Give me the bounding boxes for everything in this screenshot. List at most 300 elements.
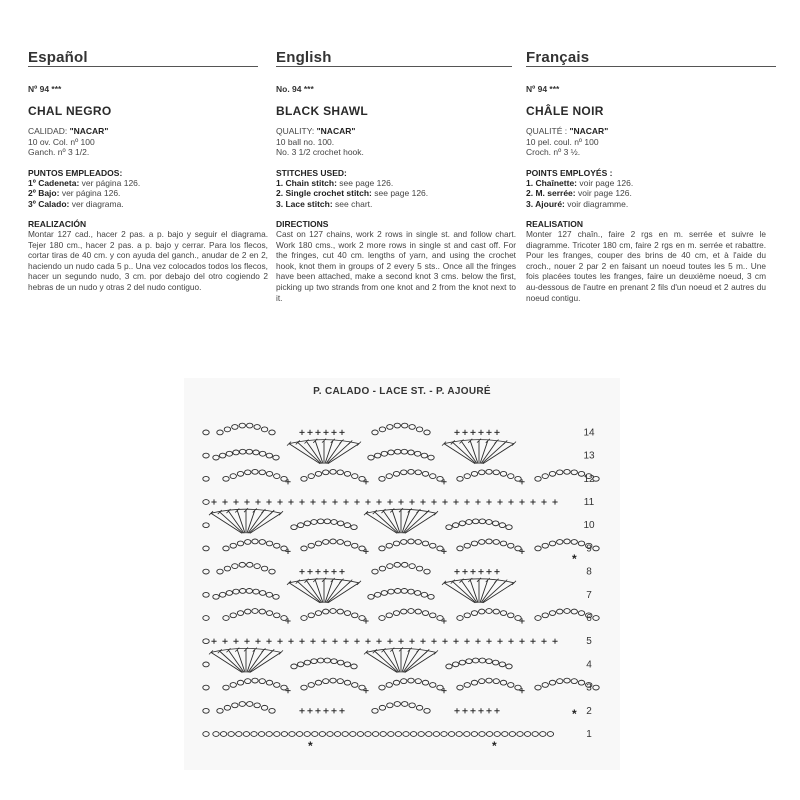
chain-stitch-symbol — [493, 679, 499, 684]
stitch-name: 1. Chain stitch: — [276, 177, 337, 188]
stitches-heading: POINTS EMPLOYÉS : — [526, 167, 613, 178]
chain-stitch-symbol — [266, 471, 272, 476]
chain-stitch-symbol — [252, 539, 258, 544]
single-crochet-symbol — [441, 618, 446, 623]
chain-stitch-symbol — [457, 685, 463, 690]
stitch-text: voir page 126. — [577, 177, 634, 188]
chain-stitch-symbol — [409, 703, 415, 708]
single-crochet-symbol — [454, 430, 459, 435]
chain-stitch-symbol — [237, 471, 243, 476]
chain-stitch-symbol — [394, 562, 400, 567]
chain-stitch-symbol — [386, 543, 392, 548]
chain-stitch-symbol — [269, 708, 275, 713]
chain-stitch-symbol — [571, 470, 577, 475]
chain-stitch-symbol — [500, 611, 506, 616]
chain-stitch-symbol — [578, 611, 584, 616]
chain-stitch-symbol — [342, 732, 348, 737]
chain-stitch-symbol — [203, 616, 209, 621]
chain-stitch-symbol — [259, 451, 265, 456]
chain-stitch-symbol — [437, 685, 443, 690]
chain-stitch-symbol — [274, 683, 280, 688]
stitches-heading: STITCHES USED: — [276, 167, 347, 178]
chain-stitch-symbol — [232, 564, 238, 569]
single-crochet-symbol — [277, 639, 282, 644]
chain-stitch-symbol — [408, 609, 414, 614]
single-crochet-symbol — [464, 639, 469, 644]
chain-stitch-symbol — [308, 474, 314, 479]
single-crochet-symbol — [486, 569, 491, 574]
single-crochet-symbol — [285, 549, 290, 554]
single-crochet-symbol — [244, 499, 249, 504]
chain-stitch-symbol — [416, 705, 422, 710]
chain-stitch-symbol — [203, 732, 209, 737]
chain-stitch-symbol — [424, 430, 430, 435]
stitch-text: ver página 126. — [79, 177, 141, 188]
chain-stitch-symbol — [317, 658, 323, 663]
chain-stitch-symbol — [500, 541, 506, 546]
single-crochet-symbol — [497, 639, 502, 644]
single-crochet-symbol — [233, 639, 238, 644]
chain-stitch-symbol — [247, 423, 253, 428]
chain-stitch-symbol — [252, 678, 258, 683]
single-crochet-symbol — [442, 639, 447, 644]
chain-stitch-symbol — [351, 664, 357, 669]
single-crochet-symbol — [398, 499, 403, 504]
chain-stitch-symbol — [424, 569, 430, 574]
single-crochet-symbol — [354, 639, 359, 644]
single-crochet-symbol — [363, 479, 368, 484]
chain-stitch-symbol — [441, 732, 447, 737]
chain-stitch-symbol — [281, 616, 287, 621]
chain-stitch-symbol — [540, 732, 546, 737]
chain-stitch-symbol — [418, 732, 424, 737]
single-crochet-symbol — [211, 499, 216, 504]
single-crochet-symbol — [420, 639, 425, 644]
chain-stitch-symbol — [549, 611, 555, 616]
chain-stitch-symbol — [233, 450, 239, 455]
chain-stitch-symbol — [471, 680, 477, 685]
chain-stitch-symbol — [203, 523, 209, 528]
chain-stitch-symbol — [410, 732, 416, 737]
chain-stitch-symbol — [578, 680, 584, 685]
chain-stitch-symbol — [394, 588, 400, 593]
chain-stitch-symbol — [224, 566, 230, 571]
chain-stitch-symbol — [479, 609, 485, 614]
single-crochet-symbol — [519, 479, 524, 484]
chain-stitch-symbol — [430, 543, 436, 548]
chain-stitch-symbol — [203, 685, 209, 690]
chain-stitch-symbol — [564, 539, 570, 544]
single-crochet-symbol — [464, 499, 469, 504]
chain-stitch-symbol — [247, 562, 253, 567]
stitch-item — [28, 199, 268, 210]
single-crochet-symbol — [266, 499, 271, 504]
column-english — [276, 48, 516, 303]
single-crochet-symbol — [343, 639, 348, 644]
chain-stitch-symbol — [388, 450, 394, 455]
single-crochet-symbol — [497, 499, 502, 504]
single-crochet-symbol — [288, 639, 293, 644]
single-crochet-symbol — [508, 499, 513, 504]
chain-stitch-symbol — [330, 539, 336, 544]
chain-stitch-symbol — [430, 474, 436, 479]
chain-stitch-symbol — [428, 594, 434, 599]
stitch-text: ver diagrama. — [69, 198, 124, 209]
chain-stitch-symbol — [274, 474, 280, 479]
chain-stitch-symbol — [402, 562, 408, 567]
chain-stitch-symbol — [549, 680, 555, 685]
chain-stitch-symbol — [430, 683, 436, 688]
stitch-item — [28, 188, 268, 199]
chain-stitch-symbol — [245, 609, 251, 614]
chain-stitch-symbol — [281, 685, 287, 690]
single-crochet-symbol — [321, 639, 326, 644]
chain-stitch-symbol — [223, 616, 229, 621]
single-crochet-symbol — [354, 499, 359, 504]
chain-stitch-symbol — [344, 611, 350, 616]
chain-stitch-symbol — [401, 470, 407, 475]
single-crochet-symbol — [409, 499, 414, 504]
chain-stitch-symbol — [393, 541, 399, 546]
chain-stitch-symbol — [457, 546, 463, 551]
chain-stitch-symbol — [515, 685, 521, 690]
single-crochet-symbol — [441, 688, 446, 693]
chain-stitch-symbol — [415, 470, 421, 475]
chain-stitch-symbol — [350, 732, 356, 737]
single-crochet-symbol — [552, 639, 557, 644]
chain-stitch-symbol — [564, 469, 570, 474]
single-crochet-symbol — [409, 639, 414, 644]
chain-stitch-symbol — [422, 471, 428, 476]
single-crochet-symbol — [519, 499, 524, 504]
chain-stitch-symbol — [217, 430, 223, 435]
single-crochet-symbol — [365, 499, 370, 504]
row-number: 3 — [586, 682, 592, 694]
stitch-text: see page 126. — [371, 188, 429, 198]
chain-stitch-symbol — [508, 543, 514, 548]
chain-stitch-symbol — [372, 569, 378, 574]
stitches-list — [276, 178, 516, 210]
single-crochet-symbol — [339, 430, 344, 435]
chain-stitch-symbol — [571, 609, 577, 614]
single-crochet-symbol — [486, 639, 491, 644]
chain-stitch-symbol — [224, 427, 230, 432]
single-crochet-symbol — [315, 708, 320, 713]
column-spanish — [28, 48, 268, 293]
single-crochet-symbol — [519, 618, 524, 623]
chain-stitch-symbol — [251, 732, 257, 737]
materials — [526, 126, 766, 158]
single-crochet-symbol — [332, 499, 337, 504]
chain-stitch-symbol — [515, 476, 521, 481]
spec-line: 10 pel. coul. nº 100 — [526, 136, 599, 147]
chain-stitch-symbol — [464, 613, 470, 618]
materials — [276, 126, 516, 158]
stitch-text: voir diagramme. — [564, 198, 629, 209]
chain-stitch-symbol — [261, 705, 267, 710]
row-number: 5 — [586, 636, 592, 648]
chain-stitch-symbol — [409, 564, 415, 569]
chain-stitch-symbol — [304, 732, 310, 737]
single-crochet-symbol — [299, 499, 304, 504]
chain-stitch-symbol — [515, 546, 521, 551]
chain-stitch-symbol — [253, 450, 259, 455]
chain-stitch-symbol — [437, 616, 443, 621]
chain-stitch-symbol — [401, 540, 407, 545]
chain-stitch-symbol — [301, 685, 307, 690]
spec-line: 10 ov. Col. nº 100 — [28, 136, 95, 147]
chain-stitch-symbol — [237, 541, 243, 546]
chain-stitch-symbol — [379, 546, 385, 551]
chain-stitch-symbol — [542, 543, 548, 548]
chain-stitch-symbol — [220, 732, 226, 737]
chain-stitch-symbol — [323, 470, 329, 475]
chain-stitch-symbol — [466, 520, 472, 525]
chain-stitch-symbol — [415, 540, 421, 545]
chain-stitch-symbol — [502, 732, 508, 737]
single-crochet-symbol — [376, 639, 381, 644]
chain-stitch-symbol — [301, 616, 307, 621]
stitch-item — [526, 199, 766, 210]
chain-stitch-symbol — [452, 523, 458, 528]
chain-stitch-symbol — [223, 476, 229, 481]
chain-stitch-symbol — [308, 683, 314, 688]
chain-stitch-symbol — [296, 732, 302, 737]
chain-stitch-symbol — [557, 540, 563, 545]
chain-stitch-symbol — [203, 430, 209, 435]
single-crochet-symbol — [307, 430, 312, 435]
chain-stitch-symbol — [203, 500, 209, 505]
single-crochet-symbol — [519, 639, 524, 644]
single-crochet-symbol — [288, 499, 293, 504]
chain-stitch-symbol — [437, 546, 443, 551]
chain-stitch-symbol — [239, 702, 245, 707]
single-crochet-symbol — [431, 639, 436, 644]
single-crochet-symbol — [339, 708, 344, 713]
stitch-text: voir page 126. — [575, 188, 632, 198]
chain-stitch-symbol — [337, 470, 343, 475]
row-number: 8 — [586, 566, 592, 578]
single-crochet-symbol — [363, 549, 368, 554]
spec-line: 10 ball no. 100. — [276, 136, 335, 147]
single-crochet-symbol — [331, 708, 336, 713]
chain-stitch-symbol — [368, 455, 374, 460]
chain-stitch-symbol — [331, 659, 337, 664]
chain-stitch-symbol — [379, 685, 385, 690]
chain-stitch-symbol — [542, 474, 548, 479]
chain-stitch-symbol — [266, 680, 272, 685]
chain-stitch-symbol — [472, 519, 478, 524]
spec-line: Ganch. nº 3 1/2. — [28, 147, 90, 157]
chain-stitch-symbol — [315, 471, 321, 476]
chain-stitch-symbol — [446, 525, 452, 530]
single-crochet-symbol — [478, 430, 483, 435]
chain-stitch-symbol — [232, 703, 238, 708]
chain-stitch-symbol — [393, 611, 399, 616]
chain-stitch-symbol — [203, 476, 209, 481]
pattern-number: Nº 94 *** — [28, 84, 62, 94]
chain-stitch-symbol — [203, 662, 209, 667]
single-crochet-symbol — [343, 499, 348, 504]
chain-stitch-symbol — [254, 564, 260, 569]
chain-stitch-symbol — [365, 732, 371, 737]
single-crochet-symbol — [478, 708, 483, 713]
single-crochet-symbol — [376, 499, 381, 504]
chain-stitch-symbol — [230, 683, 236, 688]
chain-stitch-symbol — [274, 543, 280, 548]
chain-stitch-symbol — [224, 705, 230, 710]
directions-text: Montar 127 cad., hacer 2 pas. a p. bajo y seguir el diagrama. Tejer 180 cm., hacer 2 pas. a p. bajo y cerrar. Para los flecos, cortar tiras de 40 cm. y con ayuda del ganch., anudar de 2 en 2, haciendo un nudo cada 5 p.. Una vez colocados todos los flecos, hacer un segundo nudo, 3 cm. por debajo del otro cogiendo 2 hebras de un nudo y otras 2 del nudo contiguo. — [28, 229, 268, 292]
chain-stitch-symbol — [311, 520, 317, 525]
row-number: 12 — [583, 473, 595, 485]
chain-stitch-symbol — [259, 609, 265, 614]
chain-stitch-symbol — [578, 541, 584, 546]
chain-stitch-symbol — [422, 611, 428, 616]
single-crochet-symbol — [470, 430, 475, 435]
chain-stitch-symbol — [415, 609, 421, 614]
chain-stitch-symbol — [457, 616, 463, 621]
chain-stitch-symbol — [414, 591, 420, 596]
chain-stitch-symbol — [368, 594, 374, 599]
single-crochet-symbol — [486, 708, 491, 713]
chain-stitch-symbol — [414, 451, 420, 456]
pattern-number: No. 94 *** — [276, 84, 314, 94]
chain-stitch-symbol — [337, 540, 343, 545]
chain-stitch-symbol — [317, 519, 323, 524]
single-crochet-symbol — [494, 569, 499, 574]
chain-stitch-symbol — [372, 732, 378, 737]
chain-stitch-symbol — [245, 540, 251, 545]
chain-stitch-symbol — [393, 471, 399, 476]
stitches-list — [526, 178, 766, 210]
single-crochet-symbol — [470, 569, 475, 574]
stitch-name: 2º Bajo: — [28, 188, 60, 198]
chain-stitch-symbol — [213, 594, 219, 599]
chain-stitch-symbol — [304, 521, 310, 526]
chain-stitch-symbol — [402, 423, 408, 428]
row-number: 10 — [583, 520, 595, 532]
chain-stitch-symbol — [253, 589, 259, 594]
chain-stitch-symbol — [319, 732, 325, 737]
chain-stitch-symbol — [315, 541, 321, 546]
pattern-title: CHÂLE NOIR — [526, 104, 604, 118]
chain-stitch-symbol — [266, 592, 272, 597]
single-crochet-symbol — [285, 618, 290, 623]
chain-stitch-symbol — [232, 425, 238, 430]
chain-stitch-symbol — [254, 425, 260, 430]
single-crochet-symbol — [323, 430, 328, 435]
chain-stitch-symbol — [426, 732, 432, 737]
chain-stitch-symbol — [330, 469, 336, 474]
chain-stitch-symbol — [493, 470, 499, 475]
chain-stitch-symbol — [416, 427, 422, 432]
chain-stitch-symbol — [415, 679, 421, 684]
language-heading: Français — [526, 49, 590, 66]
chain-stitch-symbol — [456, 732, 462, 737]
stitch-name: 3º Calado: — [28, 198, 70, 209]
single-crochet-symbol — [211, 639, 216, 644]
chain-stitch-symbol — [479, 679, 485, 684]
chain-stitch-symbol — [437, 476, 443, 481]
chain-stitch-symbol — [337, 521, 343, 526]
chain-stitch-symbol — [500, 471, 506, 476]
row-number: 11 — [583, 497, 595, 508]
single-crochet-symbol — [462, 430, 467, 435]
chain-stitch-symbol — [479, 470, 485, 475]
chain-stitch-symbol — [409, 425, 415, 430]
chain-stitch-symbol — [524, 732, 530, 737]
chain-stitch-symbol — [500, 680, 506, 685]
single-crochet-symbol — [462, 569, 467, 574]
chain-stitch-symbol — [374, 453, 380, 458]
chain-stitch-symbol — [401, 449, 407, 454]
language-heading: Español — [28, 49, 88, 66]
chain-stitch-symbol — [499, 662, 505, 667]
chain-stitch-symbol — [323, 679, 329, 684]
chain-stitch-symbol — [239, 562, 245, 567]
chain-stitch-symbol — [281, 732, 287, 737]
quality-value: "NACAR" — [69, 126, 109, 136]
chain-stitch-symbol — [239, 423, 245, 428]
chain-stitch-symbol — [486, 659, 492, 664]
chain-stitch-symbol — [379, 566, 385, 571]
chain-stitch-symbol — [330, 609, 336, 614]
chain-stitch-symbol — [237, 680, 243, 685]
single-crochet-symbol — [478, 569, 483, 574]
chain-stitch-symbol — [508, 613, 514, 618]
single-crochet-symbol — [255, 499, 260, 504]
quality-label: CALIDAD: — [28, 126, 68, 136]
single-crochet-symbol — [222, 499, 227, 504]
single-crochet-symbol — [387, 499, 392, 504]
single-crochet-symbol — [420, 499, 425, 504]
chain-stitch-symbol — [252, 609, 258, 614]
single-crochet-symbol — [486, 430, 491, 435]
stitches-list — [28, 178, 268, 210]
chain-stitch-symbol — [448, 732, 454, 737]
quality-label: QUALITÉ : — [526, 126, 568, 136]
chain-stitch-symbol — [381, 451, 387, 456]
single-crochet-symbol — [519, 688, 524, 693]
single-crochet-symbol — [494, 708, 499, 713]
stitch-name: 2. Single crochet stitch: — [276, 188, 372, 198]
row-number: 2 — [586, 705, 592, 717]
chain-stitch-symbol — [457, 476, 463, 481]
chain-stitch-symbol — [421, 453, 427, 458]
chain-stitch-symbol — [230, 543, 236, 548]
chain-stitch-symbol — [492, 521, 498, 526]
chain-stitch-symbol — [380, 732, 386, 737]
chain-stitch-symbol — [203, 546, 209, 551]
single-crochet-symbol — [508, 639, 513, 644]
chain-stitch-symbol — [219, 592, 225, 597]
single-crochet-symbol — [475, 499, 480, 504]
chain-stitch-symbol — [408, 450, 414, 455]
chain-stitch-symbol — [217, 708, 223, 713]
single-crochet-symbol — [222, 639, 227, 644]
chain-stitch-symbol — [403, 732, 409, 737]
row-number: 1 — [586, 729, 592, 740]
stitch-name: 3. Ajouré: — [526, 198, 565, 209]
chain-stitch-symbol — [452, 662, 458, 667]
single-crochet-symbol — [331, 569, 336, 574]
single-crochet-symbol — [486, 499, 491, 504]
chain-stitch-symbol — [428, 455, 434, 460]
chain-stitch-symbol — [269, 430, 275, 435]
chain-stitch-symbol — [394, 423, 400, 428]
chain-stitch-symbol — [246, 449, 252, 454]
directions-heading: DIRECTIONS — [276, 219, 329, 229]
